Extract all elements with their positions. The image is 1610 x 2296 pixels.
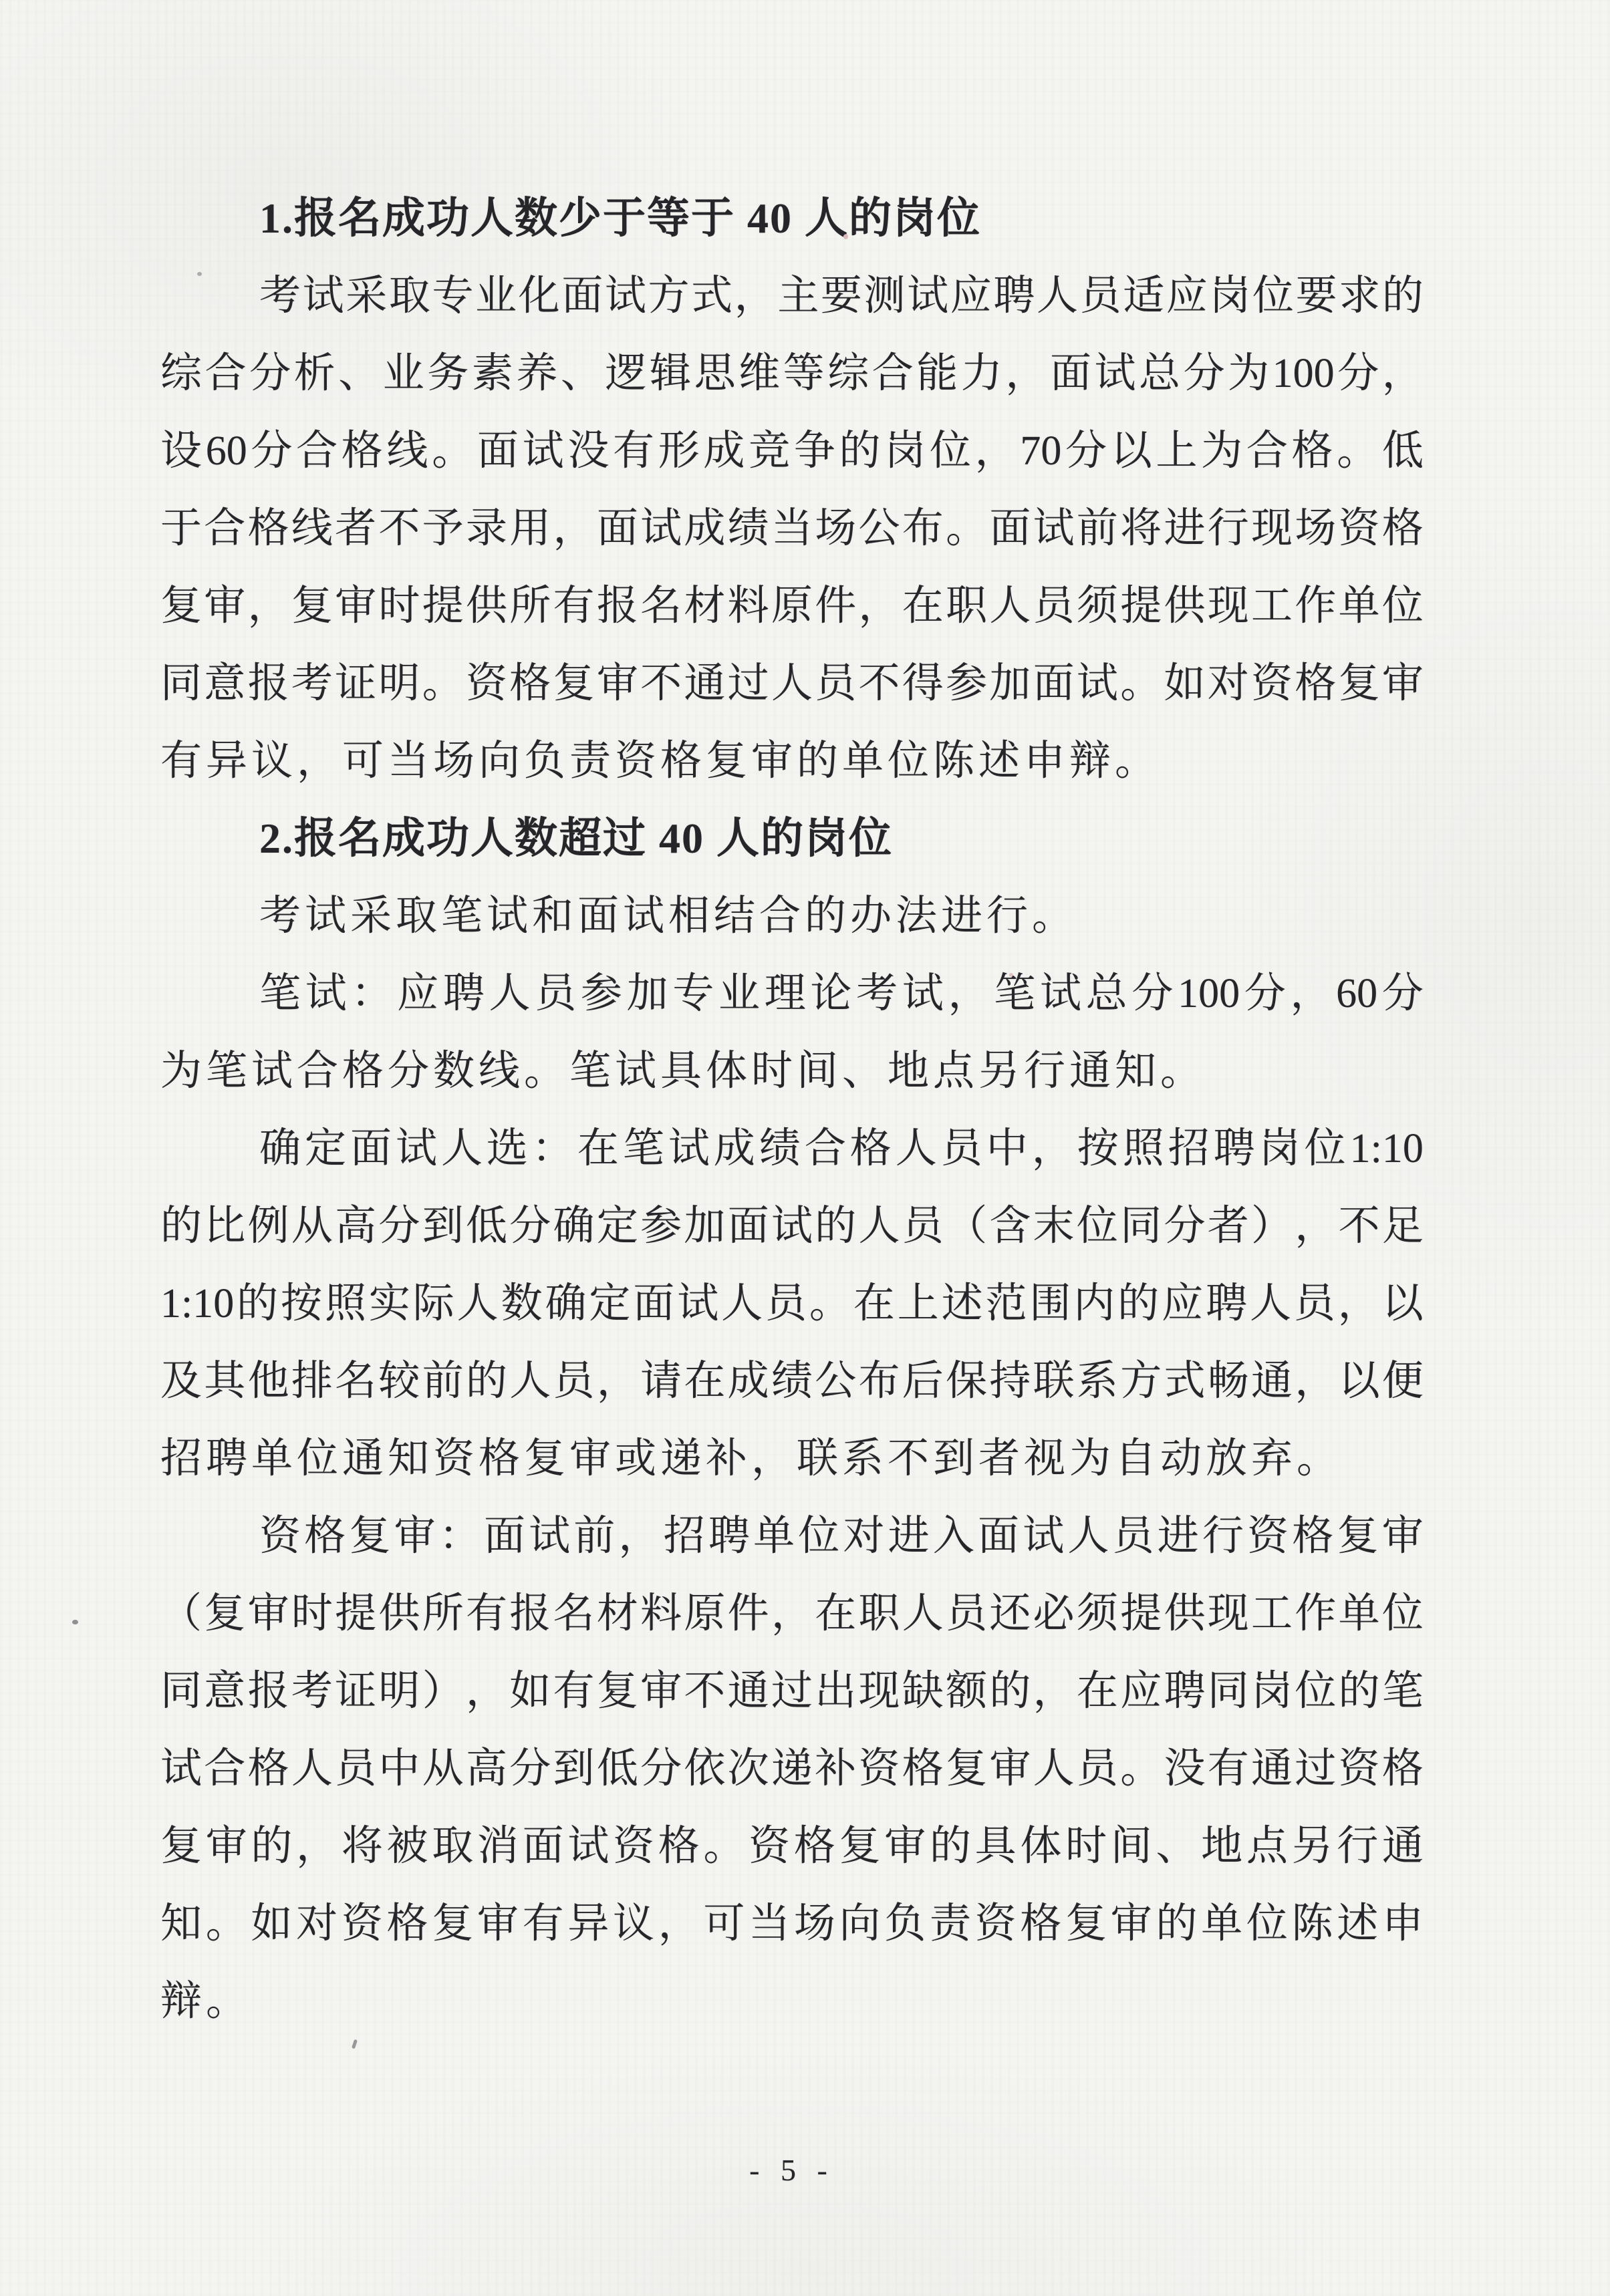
scan-speck	[72, 1620, 78, 1624]
text-line: 1:10 的 按 照 实 际 人 数 确 定 面 试 人 员 。 在 上 述 范 围 内 的 应 聘 人 员 ， 以	[160, 1281, 1424, 1326]
text-line: 于 合 格 线 者 不 予 录 用 ， 面 试 成 绩 当 场 公 布 。 面 试 前 将 进 行 现 场 资 格	[160, 506, 1424, 551]
text-line: 及 其 他 排 名 较 前 的 人 员 ， 请 在 成 绩 公 布 后 保 持 联 系 方 式 畅 通 ， 以 便	[160, 1358, 1424, 1404]
text-line: 笔 试 ： 应 聘 人 员 参 加 专 业 理 论 考 试 ， 笔 试 总 分 100 分 ， 60 分	[259, 971, 1424, 1016]
text-line: 试 合 格 人 员 中 从 高 分 到 低 分 依 次 递 补 资 格 复 审 人 员 。 没 有 通 过 资 格	[160, 1746, 1424, 1791]
text-line: 复 审 的 ， 将 被 取 消 面 试 资 格 。 资 格 复 审 的 具 体 时 间 、 地 点 另 行 通	[160, 1824, 1424, 1869]
text-line: 为笔试合格分数线。笔试具体时间、地点另行通知。	[160, 1048, 1206, 1094]
scan-speck	[352, 2039, 358, 2049]
text-line: 的 比 例 从 高 分 到 低 分 确 定 参 加 面 试 的 人 员 （ 含 末 位 同 分 者 ） ， 不 足	[160, 1203, 1424, 1249]
text-line: 考试采取笔试和面试相结合的办法进行。	[259, 893, 1078, 939]
text-line: 确 定 面 试 人 选 ： 在 笔 试 成 绩 合 格 人 员 中 ， 按 照 招 聘 岗 位 1:10	[259, 1126, 1424, 1171]
text-block	[160, 180, 1424, 2040]
text-line: 招聘单位通知资格复审或递补，联系不到者视为自动放弃。	[160, 1436, 1343, 1481]
text-line: 复 审 ， 复 审 时 提 供 所 有 报 名 材 料 原 件 ， 在 职 人 员 须 提 供 现 工 作 单 位	[160, 583, 1424, 629]
section-heading: 1.报名成功人数少于等于 40 人的岗位	[259, 194, 981, 242]
text-line: 辩。	[160, 1979, 252, 2024]
text-line: 考 试 采 取 专 业 化 面 试 方 式 ， 主 要 测 试 应 聘 人 员 适 应 岗 位 要 求 的	[259, 273, 1424, 319]
page-number: - 5 -	[749, 2153, 834, 2187]
text-line: 资 格 复 审 ： 面 试 前 ， 招 聘 单 位 对 进 入 面 试 人 员 进 行 资 格 复 审	[259, 1514, 1424, 1559]
section-heading: 2.报名成功人数超过 40 人的岗位	[259, 815, 893, 862]
text-line: （ 复 审 时 提 供 所 有 报 名 材 料 原 件 ， 在 职 人 员 还 必 须 提 供 现 工 作 单 位	[160, 1591, 1424, 1636]
text-line: 同 意 报 考 证 明 。 资 格 复 审 不 通 过 人 员 不 得 参 加 面 试 。 如 对 资 格 复 审	[160, 661, 1424, 706]
text-line: 同 意 报 考 证 明 ） ， 如 有 复 审 不 通 过 出 现 缺 额 的 ， 在 应 聘 同 岗 位 的 笔	[160, 1669, 1424, 1714]
text-line: 知 。 如 对 资 格 复 审 有 异 议 ， 可 当 场 向 负 责 资 格 复 审 的 单 位 陈 述 申	[160, 1901, 1424, 1947]
text-line: 设 60 分 合 格 线 。 面 试 没 有 形 成 竞 争 的 岗 位 ， 70 分 以 上 为 合 格 。 低	[160, 428, 1424, 474]
text-line: 综 合 分 析 、 业 务 素 养 、 逻 辑 思 维 等 综 合 能 力 ， 面 试 总 分 为 100 分 ，	[160, 351, 1424, 396]
text-line: 有异议，可当场向负责资格复审的单位陈述申辩。	[160, 738, 1161, 784]
